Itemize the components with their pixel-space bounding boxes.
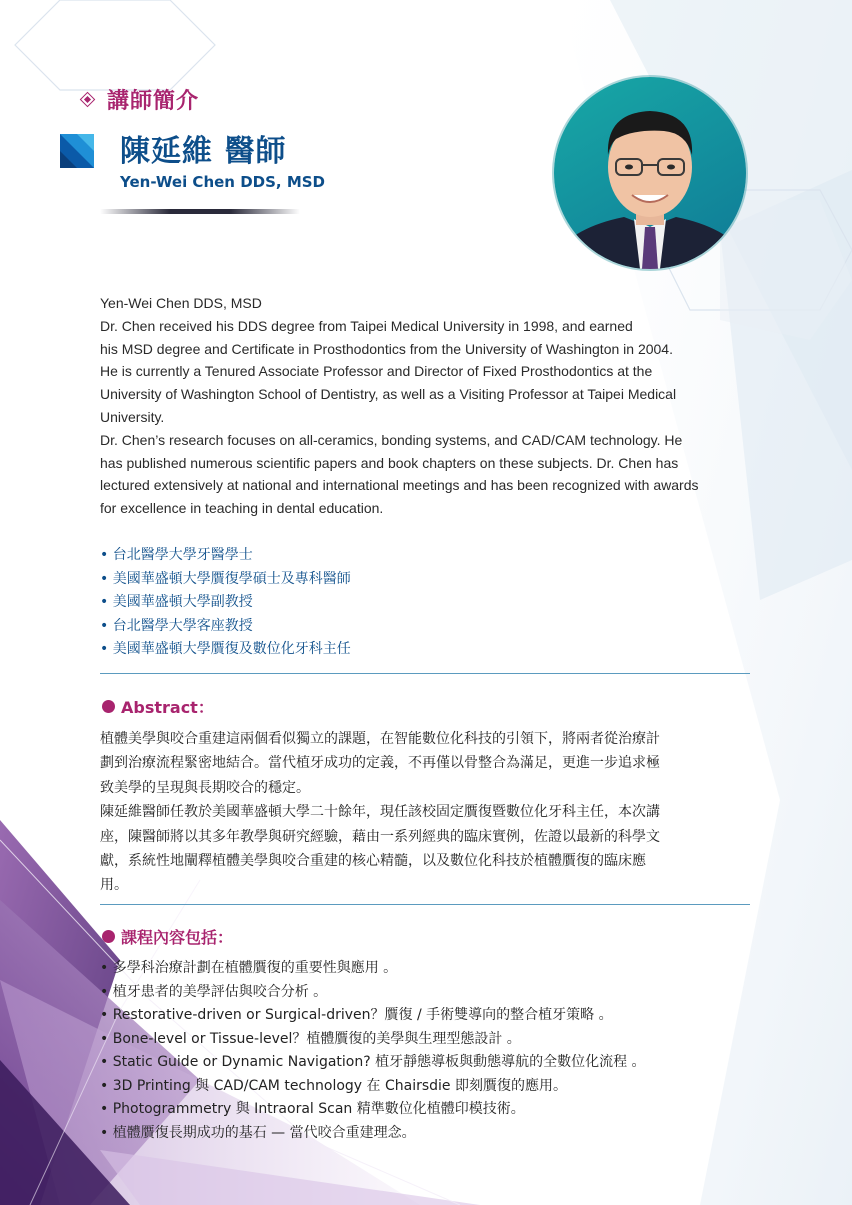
abstract-heading-label: Abstract： [121,698,214,717]
course-item: • Restorative-driven or Surgical-driven？贋復 / 手術雙導向的整合植牙策略 。 [100,1007,613,1023]
course-item: • 植體贋復長期成功的基石 — 當代咬合重建理念。 [100,1124,416,1141]
abstract-line: 致美學的呈現與長期咬合的穩定。 [100,779,310,796]
bio-line: has published numerous scientific papers and book chapters on these subjects. Dr. Chen has [100,454,679,471]
bio-line: lectured extensively at national and international meetings and has been recognized with awards [100,477,699,494]
credentials-list [100,544,351,662]
abstract-line: 用。 [100,877,128,894]
abstract-heading [102,695,214,718]
speaker-name-english: Yen-Wei Chen DDS, MSD [120,173,326,191]
bio-line: Yen-Wei Chen DDS, MSD [100,295,262,311]
credential-item: • 美國華盛頓大學贋復學碩士及專科醫師 [100,570,351,587]
bio-line: University of Washington School of Dentistry, as well as a Visiting Professor at Taipei Medical [100,386,677,403]
bio-line: for excellence in teaching in dental education. [100,500,384,517]
abstract-line: 座，陳醫師將以其多年教學與研究經驗，藉由一系列經典的臨床實例，佐證以最新的科學文 [100,828,660,845]
name-underline-divider [100,209,300,214]
section-divider [100,673,750,674]
credential-item: • 美國華盛頓大學副教授 [100,594,253,611]
course-item: • Bone-level or Tissue-level？植體贋復的美學與生理型態設計 。 [100,1030,521,1047]
blue-square-logo-icon [60,134,94,168]
credential-item: • 台北醫學大學牙醫學士 [100,547,253,563]
course-item: • 多學科治療計劃在植體贋復的重要性與應用 。 [100,960,398,976]
section-divider [100,904,750,905]
speaker-name-chinese: 陳延維 醫師 [120,134,287,169]
abstract-line: 獻，系統性地闡釋植體美學與咬合重建的核心精髓，以及數位化科技於植體贋復的臨床應 [100,853,646,870]
abstract-line: 劃到治療流程緊密地結合。當代植牙成功的定義，不再僅以骨整合為滿足，更進一步追求極 [100,755,660,772]
course-heading-label: 課程內容包括： [121,928,234,947]
diamond-bullet-icon [80,91,96,107]
course-content-list [100,957,646,1145]
bio-line: University. [100,408,165,425]
abstract-line: 植體美學與咬合重建這兩個看似獨立的課題，在智能數位化科技的引領下，將兩者從治療計 [100,731,660,747]
bio-line: Dr. Chen received his DDS degree from Taipei Medical University in 1998, and earned [100,317,633,334]
course-item: • 植牙患者的美學評估與咬合分析 。 [100,983,328,1000]
speaker-biography [100,292,760,520]
bio-line: He is currently a Tenured Associate Professor and Director of Fixed Prosthodontics at the [100,363,653,380]
bio-line: Dr. Chen’s research focuses on all-ceramics, bonding systems, and CAD/CAM technology. He [100,431,683,448]
section-title: 講師簡介 [107,88,200,114]
course-item: • Static Guide or Dynamic Navigation? 植牙靜態導板與動態導航的全數位化流程 。 [100,1054,646,1070]
course-item: • Photogrammetry 與 Intraoral Scan 精準數位化植體印模技術。 [100,1101,525,1117]
circle-bullet-icon [102,700,115,713]
section-heading [82,84,199,114]
circle-bullet-icon [102,930,115,943]
abstract-line: 陳延維醫師任教於美國華盛頓大學二十餘年，現任該校固定贋復暨數位化牙科主任，本次講 [100,804,660,821]
course-item: • 3D Printing 與 CAD/CAM technology 在 Chairsdie 即刻贋復的應用。 [100,1077,567,1094]
course-heading [102,925,233,948]
bio-line: his MSD degree and Certificate in Prosthodontics from the University of Washington in 2004. [100,340,673,357]
speaker-portrait-photo [554,77,746,269]
abstract-body [100,727,760,898]
credential-item: • 美國華盛頓大學贋復及數位化牙科主任 [100,641,351,658]
credential-item: • 台北醫學大學客座教授 [100,617,253,634]
